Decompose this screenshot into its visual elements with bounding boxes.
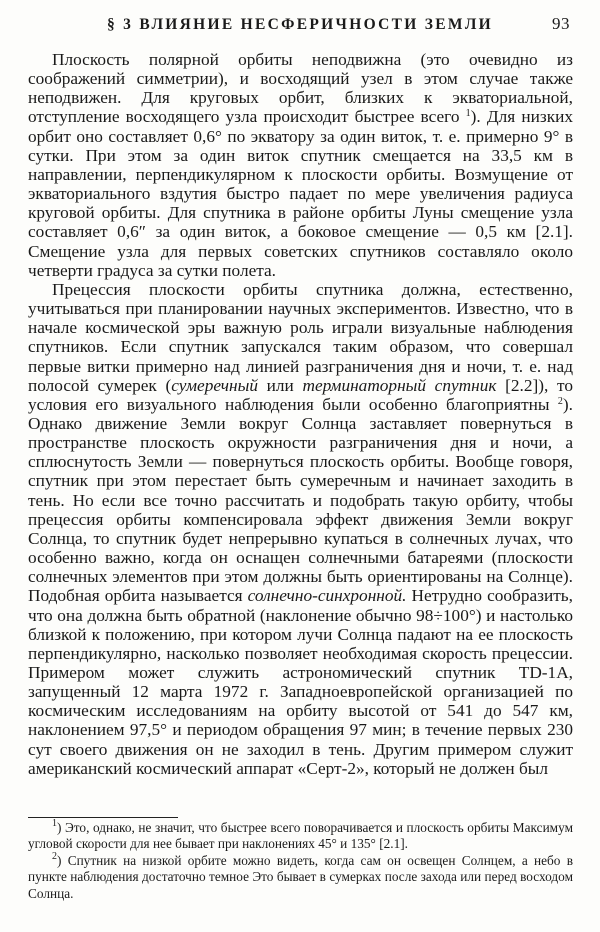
paragraph-1-text-1: Плоскость полярной орбиты неподвижна (это очевидно из соображений симметрии), и восходящий узел в этом случае также неподвижен. Для круговых орбит, близких к экваториальной, отступление восходящего узла происходит быстрее всего: [28, 50, 573, 127]
running-title: § 3 ВЛИЯНИЕ НЕСФЕРИЧНОСТИ ЗЕМЛИ: [106, 16, 494, 33]
footnote-divider: [28, 817, 178, 818]
page-number: 93: [552, 14, 570, 33]
footnote-2: [28, 850, 573, 902]
footnote-ref-1: 1: [465, 108, 471, 120]
paragraph-1: [28, 50, 573, 280]
footnote-1-marker: 1: [52, 818, 57, 829]
term-twilight-satellite: сумеречный: [171, 375, 258, 395]
footnote-1-text: ) Это, однако, не значит, что быстрее всего поворачивается и плоскость орбиты Максимум угловой скорости для нее бывает при наклонениях 45° и 135° [2.1].: [28, 820, 573, 852]
footnote-ref-2: 2: [557, 395, 563, 407]
main-text: [28, 50, 573, 778]
paragraph-2-text-1: Прецессия плоскости орбиты спутника должна, естественно, учитываться при планировании научных экспериментов. Известно, что в начале космической эры важную роль играли визуальные наблюдения спутников. Если спутник запускался таким образом, что совершал первые витки примерно над линией разграничения дня и ночи, т. е. над полосой сумерек (: [28, 279, 573, 395]
footnote-2-text: ) Спутник на низкой орбите можно видеть, когда сам он освещен Солнцем, а небо в пункте наблюдения достаточно темное Это бывает в сумерках после захода или перед восходом Солнца.: [28, 852, 573, 901]
footnote-1: [28, 820, 573, 853]
running-head: [0, 6, 600, 46]
paragraph-1-text-2: ). Для низких орбит оно составляет 0,6° по экватору за один виток, т. е. примерно 9° в сутки. При этом за один виток спутник смещается на 33,5 км в направлении, перпендикулярном к плоскости орбиты. Возмущение от экваториального вздутия быстро падает по мере увеличения радиуса круговой орбиты. Для спутника в районе орбиты Луны смещение узла составляет 0,6″ за один виток, а боковое смещение — 0,5 км [2.1]. Смещение узла для первых советских спутников составляло около четверти градуса за сутки полета.: [28, 107, 573, 280]
footnotes: [28, 820, 573, 902]
footnote-2-marker: 2: [52, 850, 57, 862]
paragraph-2-text-2: или: [257, 375, 303, 395]
paragraph-2-text-5: Нетрудно сообразить, что она должна быть обратной (наклонение обычно 98÷100°) и настолько близкой к положению, при котором лучи Солнца падают на ее плоскость перпендикулярно, насколько позволяет необходимая скорость прецессии. Примером может служить астрономический спутник TD-1A, запущенный 12 марта 1972 г. Западноевропейской организацией по космическим исследованиям на орбиту высотой от 541 до 547 км, наклонением 97,5° и периодом обращения 97 мин; в течение первых 230 сут своего движения он не заходил в тень. Другим примером служит американский космический аппарат «Серт-2», который не должен был: [28, 586, 573, 778]
term-terminator-satellite: терминаторный спутник: [302, 375, 497, 395]
paragraph-2-text-4: ). Однако движение Земли вокруг Солнца заставляет повернуться в пространстве плоскость окружности разграничения дня и ночи, а сплюснутость Земли — повернуться плоскость орбиты. Вообще говоря, спутник при этом перестает быть сумеречным и начинает заходить в тень. Но если все точно рассчитать и подобрать такую орбиту, чтобы прецессия орбиты компенсировала эффект движения Земли вокруг Солнца, то спутник будет непрерывно купаться в солнечных лучах, что особенно важно, когда он оснащен солнечными батареями (плоскости солнечных элементов при этом должны быть ориентированы на Солнце). Подобная орбита называется: [28, 394, 573, 606]
paragraph-2: [28, 280, 573, 778]
paragraph-2-text-3: [2.2]), то условия его визуального наблюдения были особенно благоприятны: [28, 375, 573, 414]
term-sun-synchronous: солнечно-синхронной.: [247, 586, 407, 606]
